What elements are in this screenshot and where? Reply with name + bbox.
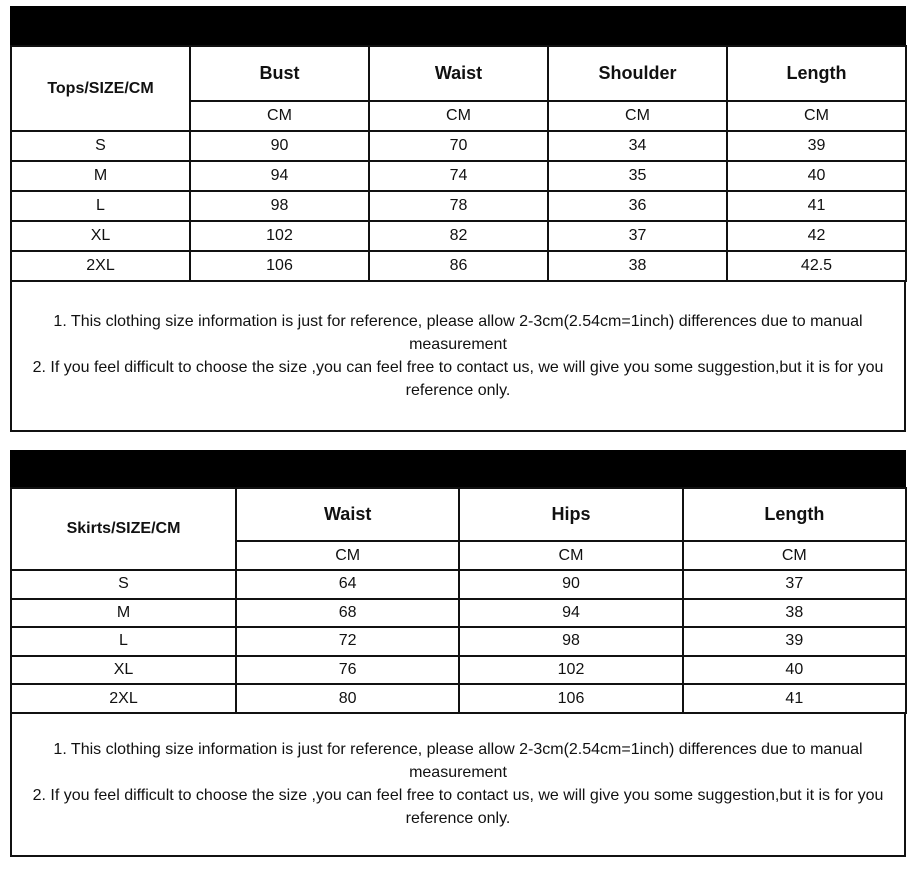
table-row: [11, 599, 906, 628]
note-line: 1. This clothing size information is just for reference, please allow 2-3cm(2.54cm=1inch) differences due to manual measurement: [53, 312, 863, 353]
table-row: [11, 251, 906, 281]
value-cell: 37: [683, 570, 906, 599]
value-cell: 40: [727, 161, 906, 191]
column-header: Bust: [190, 46, 369, 101]
skirts-header-bar: [10, 450, 906, 488]
tops-header-bar: [10, 6, 906, 46]
column-header: Waist: [369, 46, 548, 101]
value-cell: 35: [548, 161, 727, 191]
corner-header: Skirts/SIZE/CM: [11, 488, 236, 570]
skirts-size-table: [10, 487, 907, 714]
value-cell: 78: [369, 191, 548, 221]
note-line: 1. This clothing size information is just for reference, please allow 2-3cm(2.54cm=1inch) differences due to manual measurement: [53, 741, 863, 781]
size-cell: 2XL: [11, 251, 190, 281]
unit-cell: CM: [548, 101, 727, 131]
table-row: [11, 191, 906, 221]
value-cell: 106: [459, 684, 682, 713]
size-cell: XL: [11, 656, 236, 685]
value-cell: 76: [236, 656, 459, 685]
size-cell: XL: [11, 221, 190, 251]
table-row: [11, 570, 906, 599]
value-cell: 90: [190, 131, 369, 161]
value-cell: 36: [548, 191, 727, 221]
column-header: Length: [727, 46, 906, 101]
value-cell: 102: [190, 221, 369, 251]
table-row: [11, 627, 906, 656]
table-row: [11, 656, 906, 685]
tops-size-table: [10, 45, 907, 282]
table-row: [11, 131, 906, 161]
value-cell: 106: [190, 251, 369, 281]
value-cell: 90: [459, 570, 682, 599]
unit-cell: CM: [459, 541, 682, 570]
size-cell: M: [11, 161, 190, 191]
value-cell: 64: [236, 570, 459, 599]
value-cell: 98: [190, 191, 369, 221]
skirts-notes: [10, 713, 906, 857]
value-cell: 38: [548, 251, 727, 281]
value-cell: 39: [727, 131, 906, 161]
table-row: [11, 684, 906, 713]
column-header: Hips: [459, 488, 682, 541]
corner-header: Tops/SIZE/CM: [11, 46, 190, 131]
unit-cell: CM: [236, 541, 459, 570]
size-cell: S: [11, 570, 236, 599]
value-cell: 98: [459, 627, 682, 656]
value-cell: 72: [236, 627, 459, 656]
value-cell: 42: [727, 221, 906, 251]
value-cell: 68: [236, 599, 459, 628]
value-cell: 39: [683, 627, 906, 656]
value-cell: 38: [683, 599, 906, 628]
unit-cell: CM: [369, 101, 548, 131]
value-cell: 40: [683, 656, 906, 685]
value-cell: 41: [683, 684, 906, 713]
unit-cell: CM: [727, 101, 906, 131]
value-cell: 42.5: [727, 251, 906, 281]
value-cell: 86: [369, 251, 548, 281]
value-cell: 94: [459, 599, 682, 628]
value-cell: 34: [548, 131, 727, 161]
table-row: [11, 161, 906, 191]
value-cell: 74: [369, 161, 548, 191]
size-cell: S: [11, 131, 190, 161]
size-cell: M: [11, 599, 236, 628]
value-cell: 102: [459, 656, 682, 685]
size-cell: L: [11, 627, 236, 656]
value-cell: 82: [369, 221, 548, 251]
value-cell: 70: [369, 131, 548, 161]
size-cell: 2XL: [11, 684, 236, 713]
column-header: Shoulder: [548, 46, 727, 101]
size-cell: L: [11, 191, 190, 221]
tops-notes: [10, 281, 906, 432]
column-header: Waist: [236, 488, 459, 541]
value-cell: 80: [236, 684, 459, 713]
value-cell: 41: [727, 191, 906, 221]
note-line: 2. If you feel difficult to choose the size ,you can feel free to contact us, we will give you some suggestion,but it is for you reference only.: [32, 787, 884, 827]
note-line: 2. If you feel difficult to choose the size ,you can feel free to contact us, we will give you some suggestion,but it is for you reference only.: [32, 358, 884, 399]
table-row: [11, 221, 906, 251]
unit-cell: CM: [683, 541, 906, 570]
column-header: Length: [683, 488, 906, 541]
value-cell: 94: [190, 161, 369, 191]
unit-cell: CM: [190, 101, 369, 131]
value-cell: 37: [548, 221, 727, 251]
